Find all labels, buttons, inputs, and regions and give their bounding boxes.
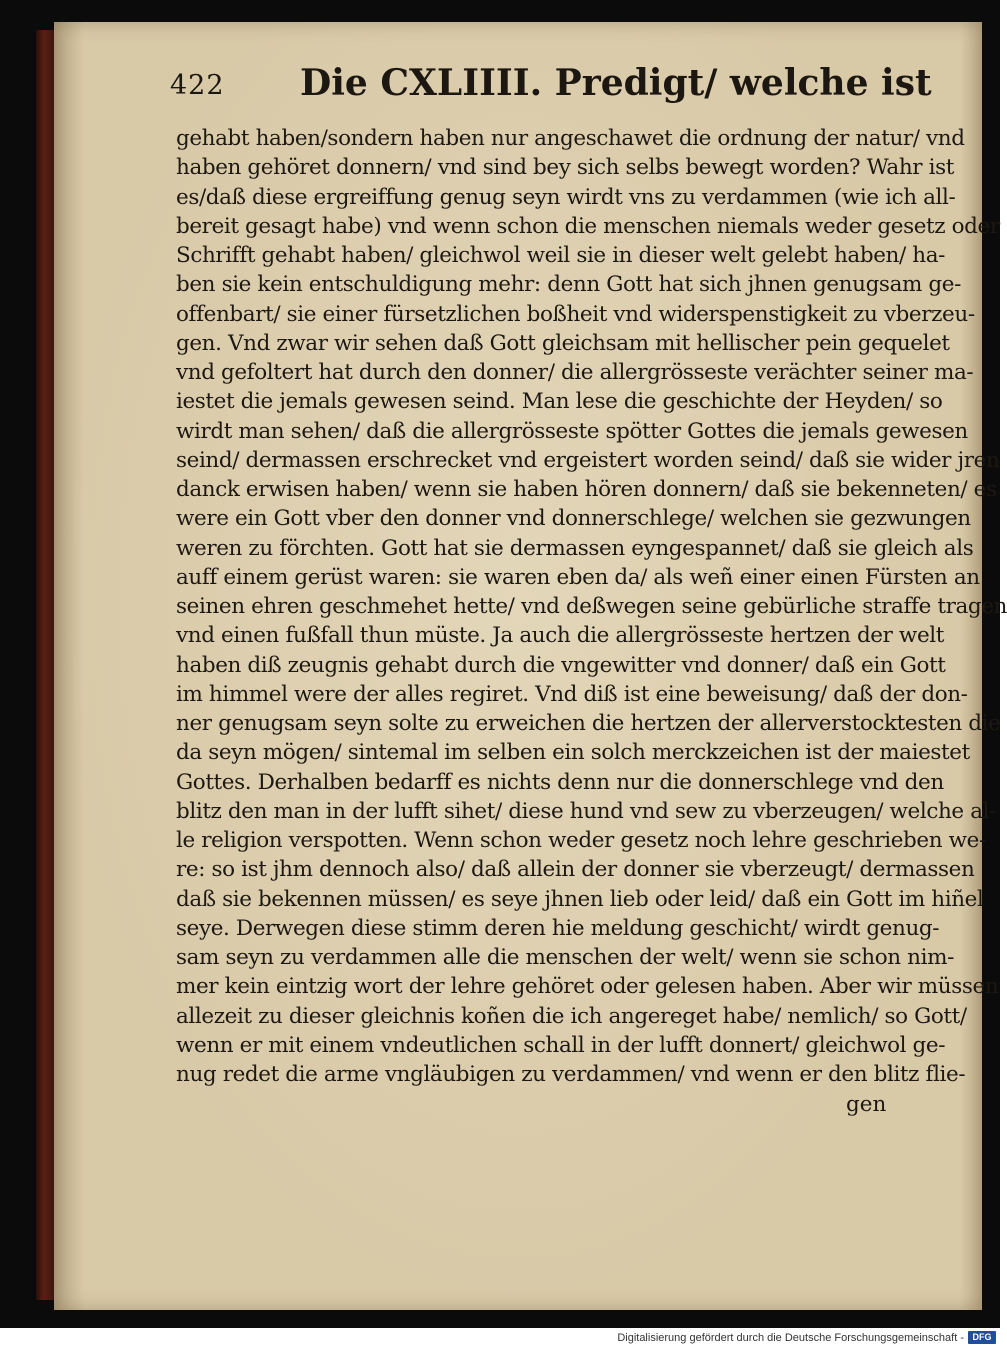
text-line: haben gehöret donnern/ vnd sind bey sich selbs bewegt worden? Wahr ist bbox=[176, 155, 954, 181]
text-line: auff einem gerüst waren: sie waren eben da/ als weñ einer einen Fürsten an bbox=[176, 564, 980, 590]
text-line: danck erwisen haben/ wenn sie haben hören donnern/ daß sie bekenneten/ es bbox=[176, 477, 997, 502]
running-title: Die CXLIIII. Predigt/ welche ist bbox=[300, 62, 932, 104]
book-spine-edge bbox=[36, 30, 56, 1300]
text-line: im himmel were der alles regiret. Vnd diß ist eine beweisung/ daß der don- bbox=[176, 681, 968, 707]
text-line: nug redet die arme vngläubigen zu verdammen/ vnd wenn er den blitz flie- bbox=[176, 1062, 966, 1087]
text-line: re: so ist jhm dennoch also/ daß allein der donner sie vberzeugt/ dermassen bbox=[176, 857, 975, 883]
text-line: es/daß diese ergreiffung genug seyn wirdt vns zu verdammen (wie ich all- bbox=[176, 184, 956, 210]
text-line: offenbart/ sie einer fürsetzlichen boßheit vnd widerspenstigkeit zu vberzeu- bbox=[176, 301, 975, 327]
text-line: sam seyn zu verdammen alle die menschen der welt/ wenn sie schon nim- bbox=[176, 945, 954, 970]
text-line: wirdt man sehen/ daß die allergrösseste spötter Gottes die jemals gewesen bbox=[176, 418, 968, 444]
text-line: le religion verspotten. Wenn schon weder gesetz noch lehre geschrieben we- bbox=[176, 828, 986, 853]
text-line: gen. Vnd zwar wir sehen daß Gott gleichsam mit hellischer pein gequelet bbox=[176, 330, 950, 356]
text-line: ben sie kein entschuldigung mehr: denn Gott hat sich jhnen genugsam ge- bbox=[176, 272, 961, 298]
text-line: weren zu förchten. Gott hat sie dermassen eyngespannet/ daß sie gleich als bbox=[176, 535, 974, 561]
text-line: seind/ dermassen erschrecket vnd ergeistert worden seind/ daß sie wider jren bbox=[176, 447, 1000, 473]
text-line: were ein Gott vber den donner vnd donnerschlege/ welchen sie gezwungen bbox=[176, 506, 971, 532]
text-line: mer kein eintzig wort der lehre gehöret oder gelesen haben. Aber wir müssen bbox=[176, 974, 999, 1000]
dfg-logo: DFG bbox=[968, 1331, 996, 1344]
text-line: da seyn mögen/ sintemal im selben ein solch merckzeichen ist der maiestet bbox=[176, 740, 970, 766]
text-line: Gottes. Derhalben bedarff es nichts denn nur die donnerschlege vnd den bbox=[176, 769, 944, 795]
text-line: allezeit zu dieser gleichnis koñen die ich angereget habe/ nemlich/ so Gott/ bbox=[176, 1003, 967, 1029]
text-line: daß sie bekennen müssen/ es seye jhnen lieb oder leid/ daß ein Gott im hiñel bbox=[176, 886, 984, 912]
text-line: vnd einen fußfall thun müste. Ja auch die allergrösseste hertzen der welt bbox=[176, 623, 944, 649]
text-line: seye. Derwegen diese stimm deren hie meldung geschicht/ wirdt genug- bbox=[176, 915, 940, 941]
catchword: gen bbox=[846, 1092, 887, 1117]
text-line: iestet die jemals gewesen seind. Man lese die geschichte der Heyden/ so bbox=[176, 389, 943, 415]
text-line: vnd gefoltert hat durch den donner/ die allergrösseste verächter seiner ma- bbox=[176, 360, 974, 385]
page-number: 422 bbox=[170, 70, 225, 101]
text-line: seinen ehren geschmehet hette/ vnd deßwegen seine gebürliche straffe tragen bbox=[176, 594, 1007, 619]
text-line: gehabt haben/sondern haben nur angeschawet die ordnung der natur/ vnd bbox=[176, 126, 965, 151]
text-line: wenn er mit einem vndeutlichen schall in der lufft donnert/ gleichwol ge- bbox=[176, 1032, 946, 1058]
footer-bar bbox=[0, 1328, 1000, 1348]
body-text bbox=[176, 124, 1007, 1089]
text-line: bereit gesagt habe) vnd wenn schon die menschen niemals weder gesetz oder bbox=[176, 213, 1000, 239]
text-line: ner genugsam seyn solte zu erweichen die hertzen der allerverstocktesten die bbox=[176, 711, 1001, 736]
funding-credit: Digitalisierung gefördert durch die Deutsche Forschungsgemeinschaft - bbox=[617, 1332, 964, 1344]
text-line: Schrifft gehabt haben/ gleichwol weil sie in dieser welt gelebt haben/ ha- bbox=[176, 243, 945, 268]
text-line: haben diß zeugnis gehabt durch die vngewitter vnd donner/ daß ein Gott bbox=[176, 652, 946, 678]
text-line: blitz den man in der lufft sihet/ diese hund vnd sew zu vberzeugen/ welche al- bbox=[176, 798, 996, 824]
